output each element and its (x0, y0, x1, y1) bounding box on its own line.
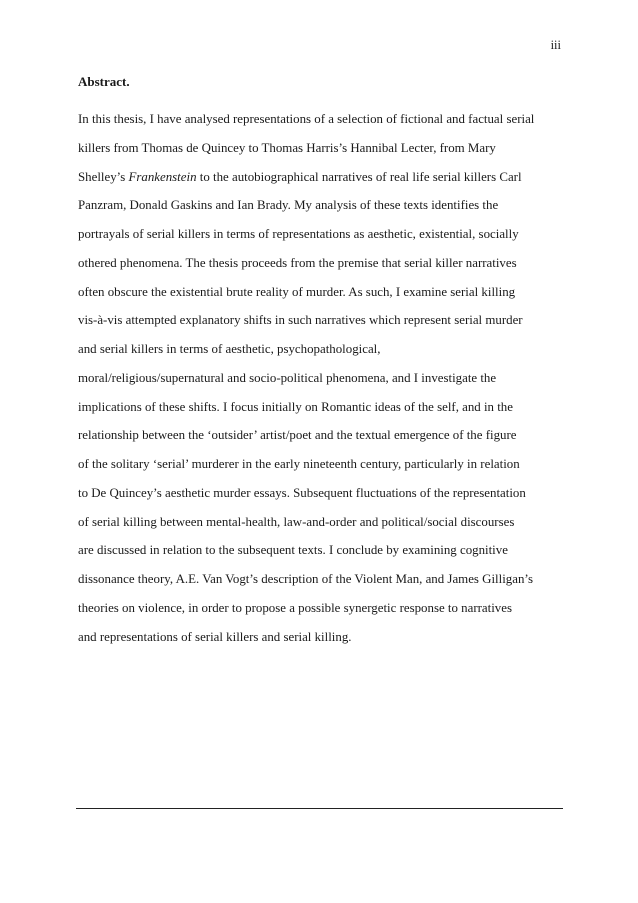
abstract-line: are discussed in relation to the subsequent texts. I conclude by examining cognitive (78, 543, 508, 558)
abstract-line: moral/religious/supernatural and socio-political phenomena, and I investigate the (78, 370, 497, 385)
abstract-line: Panzram, Donald Gaskins and Ian Brady. My analysis of these texts identifies the (78, 198, 499, 213)
abstract-line: portrayals of serial killers in terms of representations as aesthetic, existential, socially (78, 227, 519, 241)
abstract-line: often obscure the existential brute reality of murder. As such, I examine serial killing (78, 284, 516, 299)
abstract-line: of serial killing between mental-health, law-and-order and political/social discourses (78, 514, 515, 529)
abstract-line: to De Quincey’s aesthetic murder essays. Subsequent fluctuations of the representation (78, 485, 526, 500)
abstract-line-text: to the autobiographical narratives of real life serial killers Carl (196, 169, 522, 184)
abstract-heading: Abstract. (78, 74, 130, 89)
abstract-line: theories on violence, in order to propose a possible synergetic response to narratives (78, 600, 512, 615)
abstract-line-text: Shelley’s (78, 169, 129, 184)
footer-divider (76, 808, 563, 809)
abstract-line: relationship between the ‘outsider’ artist/poet and the textual emergence of the figure (78, 428, 517, 443)
abstract-line: of the solitary ‘serial’ murderer in the early nineteenth century, particularly in relation (78, 457, 520, 471)
abstract-line: and representations of serial killers and serial killing. (78, 629, 352, 644)
abstract-line (78, 163, 568, 192)
abstract-line: and serial killers in terms of aesthetic, psychopathological, (78, 342, 381, 356)
abstract-line: In this thesis, I have analysed representations of a selection of fictional and factual serial (78, 112, 535, 126)
abstract-line: implications of these shifts. I focus initially on Romantic ideas of the self, and in the (78, 399, 513, 414)
abstract-line: killers from Thomas de Quincey to Thomas Harris’s Hannibal Lecter, from Mary (78, 140, 496, 155)
abstract-line: othered phenomena. The thesis proceeds from the premise that serial killer narratives (78, 255, 517, 270)
abstract-body (78, 105, 568, 651)
book-title-frankenstein: Frankenstein (128, 169, 197, 184)
abstract-line: dissonance theory, A.E. Van Vogt’s description of the Violent Man, and James Gilligan’s (78, 572, 533, 586)
page-number: iii (550, 38, 561, 52)
abstract-line: vis-à-vis attempted explanatory shifts in such narratives which represent serial murder (78, 313, 523, 328)
